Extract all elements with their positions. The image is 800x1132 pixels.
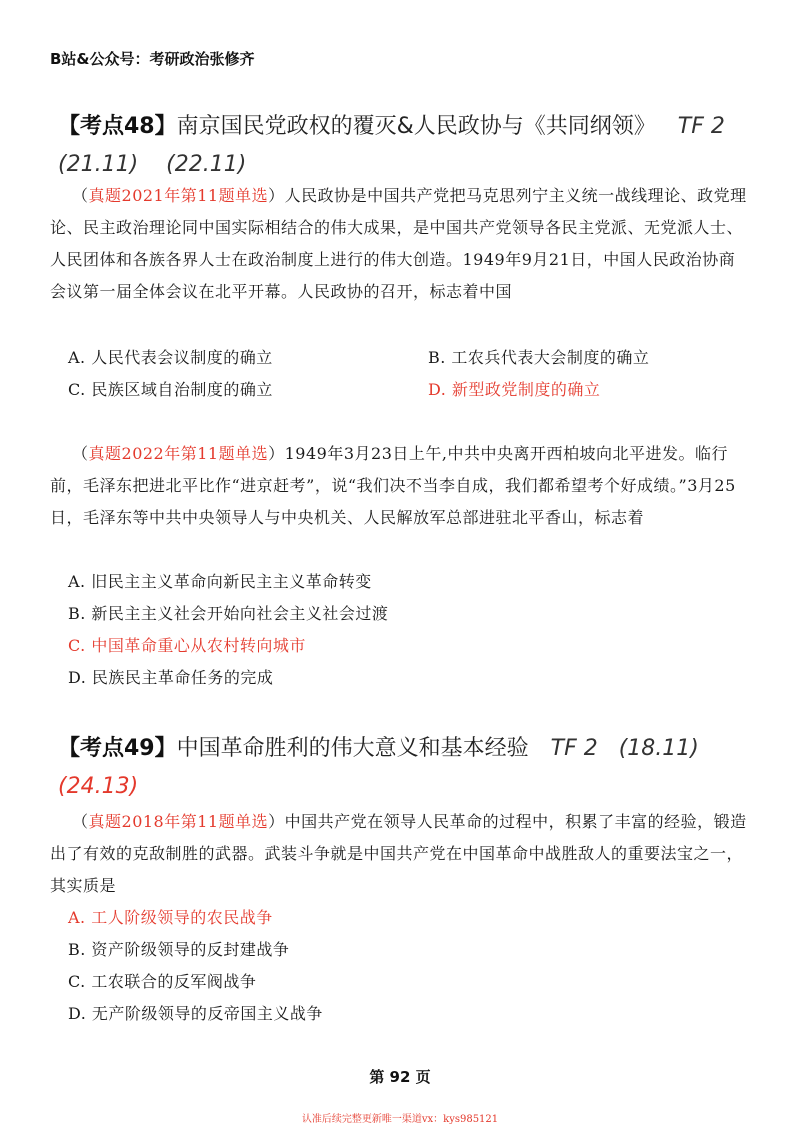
section-frequency: TF 2 — [550, 736, 598, 761]
paren: （ — [72, 812, 89, 831]
question-source: 真题2022年第11题单选 — [88, 444, 269, 463]
question-stem: ）1949年3月23日上午,中共中央离开西柏坡向北平进发。临行前，毛泽东把进北平比作“进京赶考”，说“我们决不当李自成，我们都希望考个好成绩。”3月25日，毛泽东等中共中央领导人与中央机关、人民解放军总部进驻北平香山，标志着 — [50, 444, 736, 527]
question-source: 真题2021年第11题单选 — [88, 186, 269, 205]
section-frequency: TF 2 — [677, 114, 725, 139]
paren: （ — [72, 444, 89, 463]
option-b: B. 工农兵代表大会制度的确立 — [428, 348, 650, 367]
section-key: 【考点49】 — [58, 736, 177, 761]
question-stem: ）人民政协是中国共产党把马克思列宁主义统一战线理论、政党理论、民主政治理论同中国实际相结合的伟大成果，是中国共产党领导各民主党派、无党派人士、人民团体和各族各界人士在政治制度上进行的伟大创造。1949年9月21日，中国人民政治协商会议第一届全体会议在北平开幕。人民政协的召开，标志着中国 — [50, 186, 747, 301]
option-b: B. 新民主主义社会开始向社会主义社会过渡 — [68, 604, 389, 623]
page-header: B站&公众号：考研政治张修齐 — [50, 50, 255, 68]
section-key: 【考点48】 — [58, 114, 177, 139]
option-b: B. 资产阶级领导的反封建战争 — [68, 940, 290, 959]
question-2 — [50, 438, 750, 534]
question-stem: ）中国共产党在领导人民革命的过程中，积累了丰富的经验，锻造出了有效的克敌制胜的武器。武装斗争就是中国共产党在中国革命中战胜敌人的重要法宝之一，其实质是 — [50, 812, 747, 895]
option-d: D. 民族民主革命任务的完成 — [68, 668, 274, 687]
question-source: 真题2018年第11题单选 — [88, 812, 269, 831]
option-d: D. 无产阶级领导的反帝国主义战争 — [68, 1004, 323, 1023]
page-number: 第 92 页 — [369, 1068, 431, 1086]
question-1 — [50, 180, 750, 308]
option-c-correct: C. 中国革命重心从农村转向城市 — [68, 636, 306, 655]
option-c: C. 民族区域自治制度的确立 — [68, 380, 273, 399]
section-title-49 — [58, 730, 748, 806]
option-d-correct: D. 新型政党制度的确立 — [428, 380, 601, 399]
option-a: A. 人民代表会议制度的确立 — [68, 348, 273, 367]
section-year: (22.11) — [166, 152, 247, 177]
section-year: (24.13) — [58, 774, 139, 799]
section-heading: 南京国民党政权的覆灭&人民政协与《共同纲领》 — [176, 114, 656, 139]
option-a-correct: A. 工人阶级领导的农民战争 — [68, 908, 273, 927]
paren: （ — [72, 186, 89, 205]
question-3 — [50, 806, 750, 902]
watermark-text: 认准后续完整更新唯一渠道vx：kys985121 — [301, 1114, 499, 1125]
section-year: (18.11) — [618, 736, 699, 761]
option-a: A. 旧民主主义革命向新民主主义革命转变 — [68, 572, 372, 591]
section-title-48 — [58, 108, 748, 184]
section-heading: 中国革命胜利的伟大意义和基本经验 — [176, 736, 529, 761]
section-year: (21.11) — [58, 152, 139, 177]
option-c: C. 工农联合的反军阀战争 — [68, 972, 257, 991]
